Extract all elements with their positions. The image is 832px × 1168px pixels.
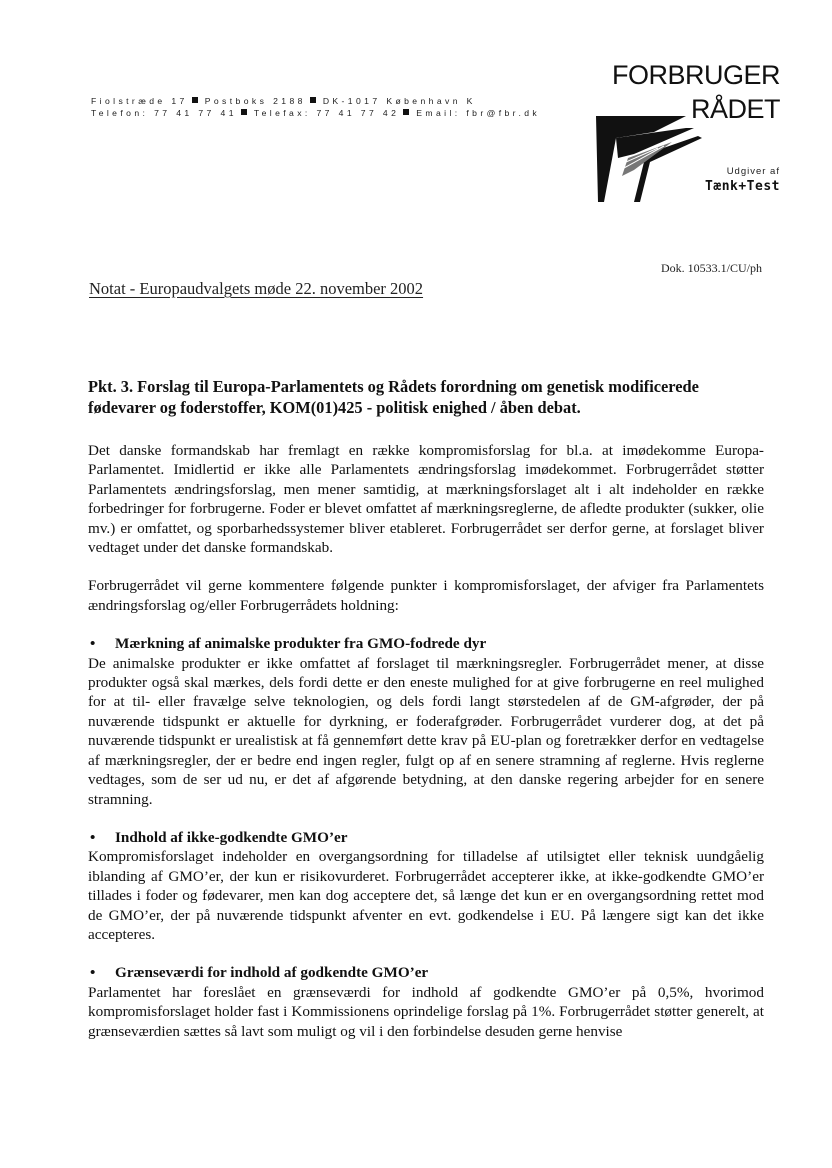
notat-title: Notat - Europaudvalgets møde 22. november 2002 [89,279,424,298]
letterhead-address [91,95,540,119]
separator-square-icon [310,97,316,103]
bullet-dot-icon: • [90,964,96,982]
bullet-dot-icon: • [90,635,96,653]
address-line-1 [91,95,540,107]
publisher-block [705,166,780,194]
intro-paragraph: Det danske formandskab har fremlagt en række kompromisforslag for bl.a. at imødekomme Europa-Parlamentet. Imidlertid er ikke alle Parlamentets ændringsforslag imødekommet. Forbrugerrådet støtter Parlamentets ændringsforslag, men mener samtidig, at mærkningsforslaget alt i alt indeholder en række forbedringer for forbrugerne. Foder er blevet omfattet af mærkningsreglerne, de afledte produkter (sukker, olie mv.) er omfattet, og sporbarhedssystemer bliver etableret. Forbrugerrådet ser derfor gerne, at forslaget bliver vedtaget under det danske formandskab. [88,442,764,557]
publisher-label: Udgiver af [726,166,780,177]
address-city: DK-1017 København K [322,96,476,106]
bullet-item [88,634,764,809]
bullet-body: Parlamentet har foreslået en grænseværdi for indhold af godkendte GMO’er på 0,5%, hvorimod kompromisforslaget holder fast i Kommissionens oprindelige forslag på 1%. Forbrugerrådet støtter generelt, at grænseværdien sættes så lavt som muligt og vil i den forbindelse desuden gerne henvise [88,983,764,1040]
address-email: Email: fbr@fbr.dk [416,108,541,118]
bullet-title-text: Grænseværdi for indhold af godkendte GMO’er [115,964,429,982]
address-street: Fiolstræde 17 [91,96,188,106]
address-phone: Telefon: 77 41 77 41 [91,108,237,118]
forbrugerraadet-logo [594,58,786,218]
bullet-title-text: Mærkning af animalske produkter fra GMO-fodrede dyr [115,635,487,653]
bullet-item [88,828,764,944]
logo-word-raadet: RÅDET [690,94,780,124]
bullet-body: De animalske produkter er ikke omfattet af forslaget til mærkningsregler. Forbrugerrådet mener, at disse produkter også skal mærkes, dels fordi dette er den eneste mulighed for at give forbrugerne en reel mulighed for at til- eller fravælge selve teknologien, og dels fordi langt størstedelen af de GM-afgrøder, der på nuværende tidspunkt er aktuelle for dyrkning, er foderafgrøder. Forbrugerrådet vurderer dog, at det på nuværende tidspunkt er urealistisk at få gennemført dette krav på EU-plan og foretrækker derfor en vedtagelse af mærkningsregler, der er bedre end ingen regler, fulgt op af en senere stramning af reglerne. Hvis reglerne vedtages, som de ser ud nu, er det af afgørende betydning, at den danske regering arbejder for en senere stramning. [88,654,764,808]
logo-word-forbruger: FORBRUGER [611,60,780,90]
logo-mark-icon [594,98,714,216]
bullet-dot-icon: • [90,828,96,846]
address-pobox: Postboks 2188 [204,96,306,106]
document-body [88,376,764,1060]
bullet-title [88,634,764,653]
bullet-title [88,963,764,982]
address-fax: Telefax: 77 41 77 42 [253,108,400,118]
bullet-item [88,963,764,1041]
address-line-2 [91,107,540,119]
publisher-name: Tænk+Test [705,179,780,194]
separator-square-icon [192,97,198,103]
bullet-body: Kompromisforslaget indeholder en overgangsordning for tilladelse af utilsigtet eller teknisk uundgåelig iblanding af GMO’er, der kun er risikovurderet. Forbrugerrådet accepterer ikke, at ikke-godkendte GMO’er tillades i foder og fødevarer, men kan dog acceptere det, så længe det kun er en overgangsordning rettet mod de GMO’er, der på nuværende tidspunkt afventer en evt. godkendelse i EU. På længere sigt kan det ikke accepteres. [88,848,764,943]
section-heading: Pkt. 3. Forslag til Europa-Parlamentets og Rådets forordning om genetisk modificerede fødevarer og foderstoffer, KOM(01)425 - politisk enighed / åben debat. [88,377,699,417]
bullet-title-text: Indhold af ikke-godkendte GMO’er [115,828,348,846]
separator-square-icon [403,109,409,115]
separator-square-icon [241,109,247,115]
bullet-title [88,828,764,847]
document-reference: Dok. 10533.1/CU/ph [660,261,762,275]
intro-paragraph: Forbrugerrådet vil gerne kommentere følgende punkter i kompromisforslaget, der afviger fra Parlamentets ændringsforslag og/eller Forbrugerrådets holdning: [88,577,764,614]
